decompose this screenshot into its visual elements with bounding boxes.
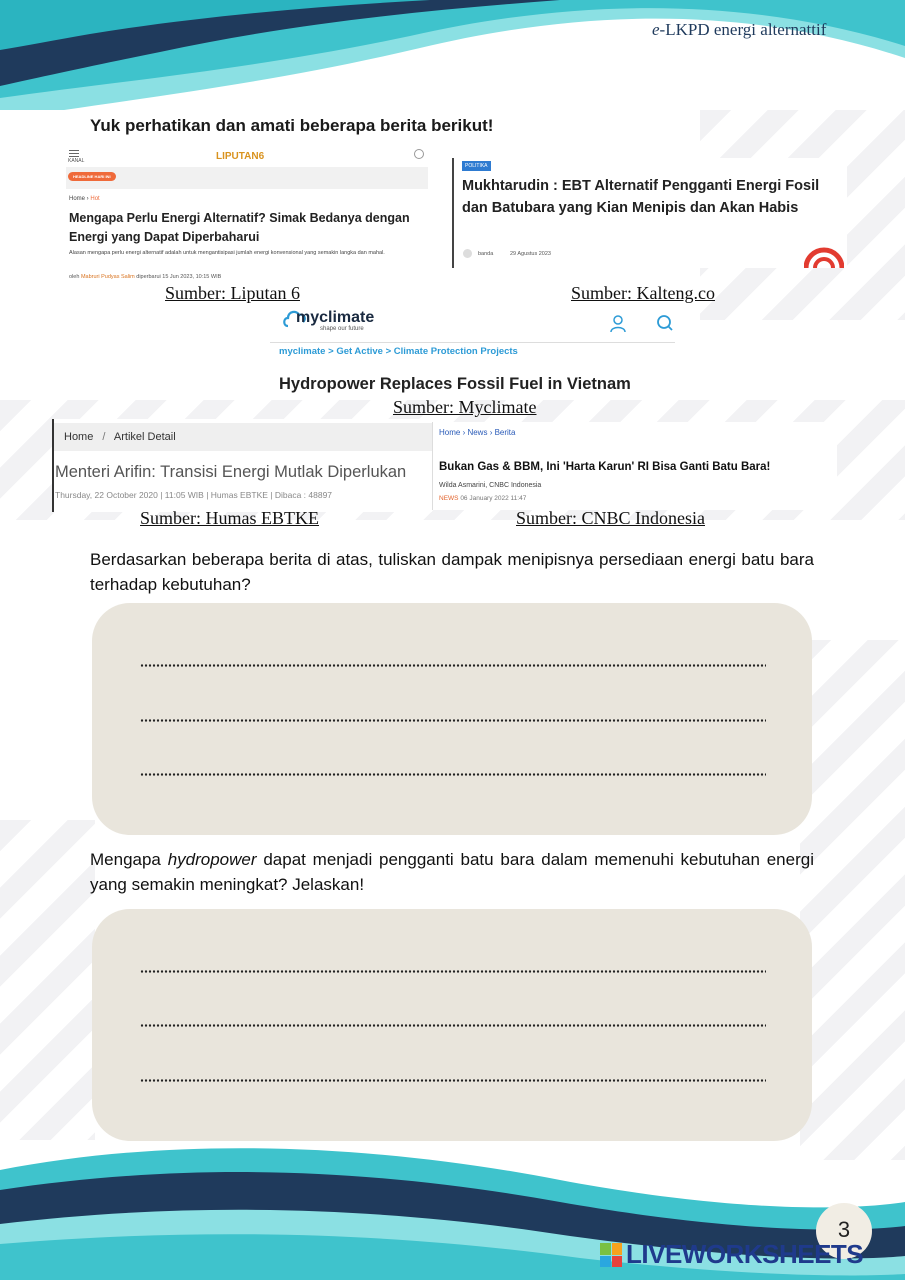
question-2-emphasis: hydropower xyxy=(167,850,257,869)
source-myclimate: Sumber: Myclimate xyxy=(393,397,537,417)
ebtke-screenshot xyxy=(52,419,432,512)
author: Wilda Asmarini, CNBC Indonesia xyxy=(439,482,542,489)
article-title: Mengapa Perlu Energi Alternatif? Simak Bedanya dengan Energi yang Dapat Diperbaharui xyxy=(69,211,410,244)
article-title: Menteri Arifin: Transisi Energi Mutlak Diperlukan xyxy=(55,463,407,481)
menu-icon xyxy=(69,150,79,157)
source-cnbc: Sumber: CNBC Indonesia xyxy=(516,508,705,528)
breadcrumb: Home › News › Berita xyxy=(439,428,516,437)
answer-line[interactable] xyxy=(140,719,766,722)
article-title: Hydropower Replaces Fossil Fuel in Vietnam xyxy=(279,375,631,393)
question-2: Mengapa hydropower dapat menjadi pengganti batu bara dalam memenuhi kebutuhan energi yang semakin meningkat? Jelaskan! xyxy=(90,850,814,894)
author: banda xyxy=(478,251,494,257)
myclimate-logo: myclimate xyxy=(296,309,375,326)
answer-box-1[interactable] xyxy=(92,603,812,835)
question-1: Berdasarkan beberapa berita di atas, tuliskan dampak menipisnya persediaan energi batu bara terhadap kebutuhan? xyxy=(90,550,814,594)
header-brand-prefix: e- xyxy=(652,20,666,39)
liveworksheets-icon xyxy=(600,1243,622,1267)
answer-line[interactable] xyxy=(140,773,766,776)
site-logo-icon xyxy=(804,242,844,268)
breadcrumb: Home / Artikel Detail xyxy=(54,423,432,451)
page-number: 3 xyxy=(837,1217,851,1242)
cnbc-screenshot xyxy=(432,422,837,510)
header-brand-text: LKPD energi alternattif xyxy=(665,20,827,39)
stripe-background-lower-left xyxy=(0,820,95,1140)
myclimate-tagline: shape our future xyxy=(320,326,364,332)
kanal-label: KANAL xyxy=(68,158,85,164)
intro-heading: Yuk perhatikan dan amati beberapa berita berikut! xyxy=(90,116,494,135)
liputan6-logo: LIPUTAN6 xyxy=(216,151,265,162)
search-icon xyxy=(414,149,424,159)
myclimate-screenshot xyxy=(270,304,675,396)
answer-box-2[interactable] xyxy=(92,909,812,1141)
source-kalteng: Sumber: Kalteng.co xyxy=(571,283,715,303)
category-tag: POLITIKA xyxy=(462,161,491,171)
article-byline: oleh Mabruri Pudyas Salim diperbarui 15 Jun 2023, 10:15 WIB xyxy=(69,274,222,280)
header-brand xyxy=(652,20,826,40)
user-icon xyxy=(610,315,626,333)
article-title: Bukan Gas & BBM, Ini 'Harta Karun' RI Bisa Ganti Batu Bara! xyxy=(439,461,771,473)
article-meta: Thursday, 22 October 2020 | 11:05 WIB | Humas EBTKE | Dibaca : 48897 xyxy=(55,490,333,500)
headline-pill: HEADLINE HARI INI xyxy=(68,172,116,181)
source-liputan6: Sumber: Liputan 6 xyxy=(165,283,300,303)
stripe-background-lower-right xyxy=(800,640,905,1160)
breadcrumb: myclimate > Get Active > Climate Protection Projects xyxy=(279,346,518,357)
answer-line[interactable] xyxy=(140,970,766,973)
search-icon xyxy=(656,314,674,332)
source-ebtke: Sumber: Humas EBTKE xyxy=(140,508,319,528)
kalteng-screenshot xyxy=(452,158,847,268)
breadcrumb: Home › Hot xyxy=(69,196,100,202)
liveworksheets-logo: LIVEWORKSHEETS xyxy=(626,1239,864,1269)
article-meta: NEWS 06 January 2022 11:47 xyxy=(439,495,527,502)
liputan6-screenshot xyxy=(66,143,428,283)
header-wave xyxy=(0,0,905,110)
article-summary: Alasan mengapa perlu energi alternatif adalah untuk mengantisipasi jumlah energi konvensional yang semakin langka dan mahal. xyxy=(69,250,385,256)
answer-line[interactable] xyxy=(140,1024,766,1027)
article-title: Mukhtarudin : EBT Alternatif Pengganti Energi Fosil dan Batubara yang Kian Menipis dan Akan Habis xyxy=(462,178,820,216)
avatar xyxy=(463,249,472,258)
answer-line[interactable] xyxy=(140,664,766,667)
date: 29 Agustus 2023 xyxy=(510,251,551,257)
answer-line[interactable] xyxy=(140,1079,766,1082)
